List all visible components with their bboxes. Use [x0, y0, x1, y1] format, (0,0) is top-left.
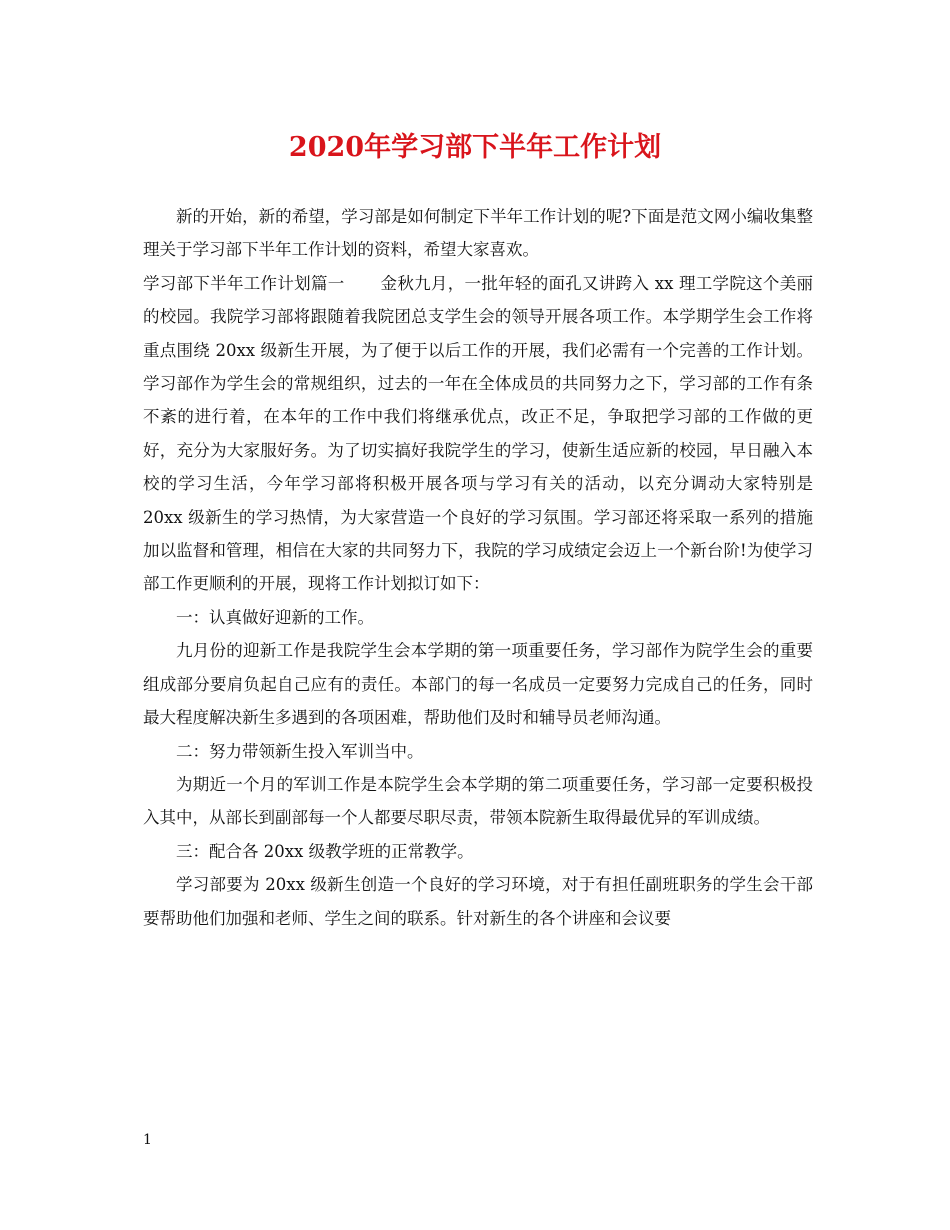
article-body: 金秋九月，一批年轻的面孔又讲跨入 xx 理工学院这个美丽的校园。我院学习部将跟随着我院团总支学生会的领导开展各项工作。本学期学生会工作将重点围绕 20xx 级新生开展，为了便于以后工作的开展，我们必需有一个完善的工作计划。学习部作为学生会的常规组织，过去的一年在全体成员的共同努力之下，学习部的工作有条不紊的进行着，在本年的工作中我们将继承优点，改正不足，争取把学习部的工作做的更好，充分为大家服好务。为了切实搞好我院学生的学习，使新生适应新的校园，早日融入本校的学习生活，今年学习部将积极开展各项与学习有关的活动，以充分调动大家特别是 20xx 级新生的学习热情，为大家营造一个良好的学习氛围。学习部还将采取一系列的措施加以监督和管理，相信在大家的共同努力下，我院的学习成绩定会迈上一个新台阶!为使学习部工作更顺利的开展，现将工作计划拟订如下：: [143, 273, 814, 594]
section2-heading: 二：努力带领新生投入军训当中。: [176, 741, 424, 761]
section1-heading: 一：认真做好迎新的工作。: [176, 607, 374, 627]
section3-heading: 三：配合各 20xx 级教学班的正常教学。: [176, 841, 474, 861]
document-body: [143, 200, 813, 935]
intro-paragraph: 新的开始，新的希望，学习部是如何制定下半年工作计划的呢?下面是范文网小编收集整理关于学习部下半年工作计划的资料，希望大家喜欢。: [143, 207, 813, 260]
document-title: 2020年学习部下半年工作计划: [288, 132, 662, 163]
section3-text: 学习部要为 20xx 级新生创造一个良好的学习环境，对于有担任副班职务的学生会干部要帮助他们加强和老师、学生之间的联系。针对新生的各个讲座和会议要: [143, 875, 813, 928]
article-paragraph: [143, 267, 813, 601]
page-number: 1: [143, 1132, 152, 1148]
article-label: 学习部下半年工作计划篇一: [143, 273, 345, 293]
section1-text: 九月份的迎新工作是我院学生会本学期的第一项重要任务，学习部作为院学生会的重要组成部分要肩负起自己应有的责任。本部门的每一名成员一定要努力完成自己的任务，同时最大程度解决新生多遇到的各项困难，帮助他们及时和辅导员老师沟通。: [143, 641, 813, 728]
section2-text: 为期近一个月的军训工作是本院学生会本学期的第二项重要任务，学习部一定要积极投入其中，从部长到副部每一个人都要尽职尽责，带领本院新生取得最优异的军训成绩。: [143, 774, 813, 828]
